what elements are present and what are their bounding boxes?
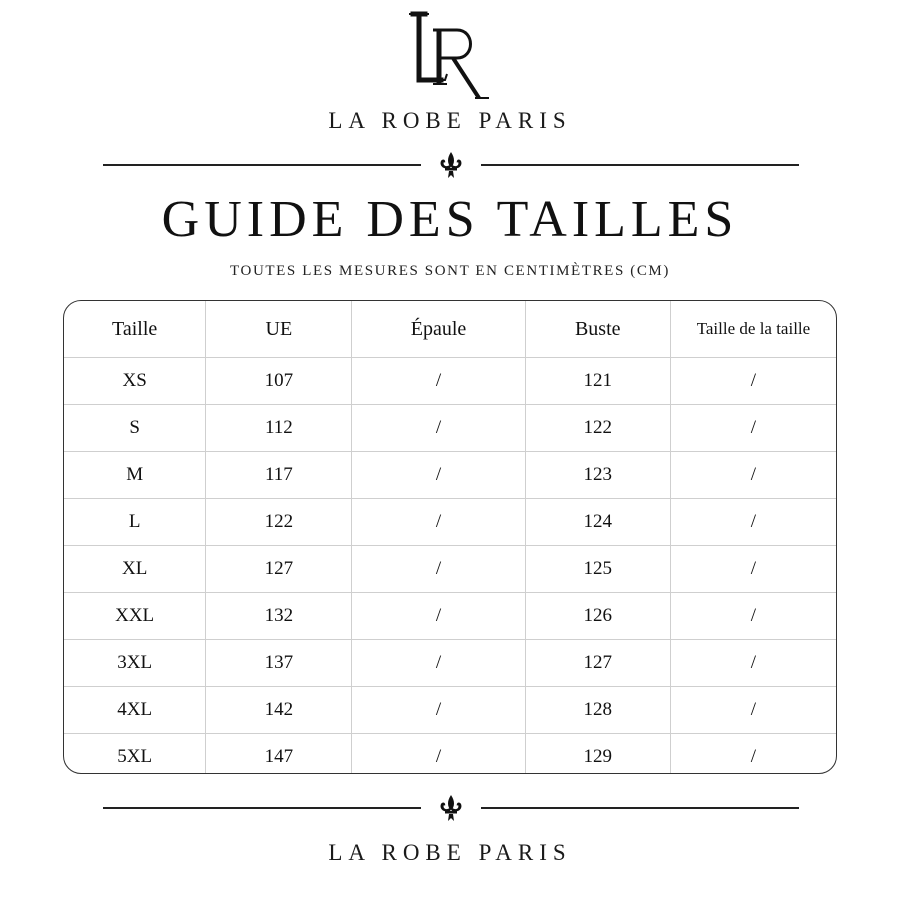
table-cell-size: S <box>64 405 206 452</box>
table-cell-waist: / <box>670 687 836 734</box>
column-header-epaule: Épaule <box>352 301 525 358</box>
table-cell-waist: / <box>670 640 836 687</box>
ornament-divider-top <box>103 150 799 180</box>
table-cell-ue: 122 <box>206 499 352 546</box>
table-row <box>64 546 836 593</box>
table-cell-ue: 147 <box>206 734 352 775</box>
table-header-row <box>64 301 836 358</box>
table-cell-shoulder: / <box>352 499 525 546</box>
table-cell-ue: 132 <box>206 593 352 640</box>
table-cell-size: XS <box>64 358 206 405</box>
table-cell-waist: / <box>670 405 836 452</box>
table-cell-ue: 107 <box>206 358 352 405</box>
divider-line <box>481 164 799 166</box>
table-cell-shoulder: / <box>352 687 525 734</box>
brand-logo <box>0 6 900 102</box>
table-cell-size: XL <box>64 546 206 593</box>
table-cell-shoulder: / <box>352 358 525 405</box>
table-cell-size: 4XL <box>64 687 206 734</box>
divider-line <box>481 807 799 809</box>
brand-name-bottom: LA ROBE PARIS <box>328 840 572 865</box>
table-row <box>64 405 836 452</box>
size-table <box>64 301 836 774</box>
page-subtitle: TOUTES LES MESURES SONT EN CENTIMÈTRES (CM) <box>230 263 670 279</box>
table-cell-bust: 128 <box>525 687 670 734</box>
table-cell-waist: / <box>670 358 836 405</box>
fleur-de-lis-icon <box>436 150 466 180</box>
column-header-ue: UE <box>206 301 352 358</box>
divider-line <box>103 164 421 166</box>
table-row <box>64 358 836 405</box>
size-guide-table <box>63 300 837 774</box>
table-cell-shoulder: / <box>352 405 525 452</box>
table-row <box>64 687 836 734</box>
table-cell-size: L <box>64 499 206 546</box>
table-cell-bust: 126 <box>525 593 670 640</box>
table-row <box>64 734 836 775</box>
table-cell-ue: 142 <box>206 687 352 734</box>
page-title: GUIDE DES TAILLES <box>161 191 739 248</box>
table-cell-bust: 124 <box>525 499 670 546</box>
table-cell-bust: 122 <box>525 405 670 452</box>
table-row <box>64 452 836 499</box>
table-cell-shoulder: / <box>352 452 525 499</box>
brand-name-top: LA ROBE PARIS <box>328 108 572 133</box>
table-cell-waist: / <box>670 593 836 640</box>
fleur-de-lis-icon <box>436 793 466 823</box>
table-cell-ue: 137 <box>206 640 352 687</box>
table-cell-waist: / <box>670 499 836 546</box>
table-cell-size: M <box>64 452 206 499</box>
table-cell-size: 3XL <box>64 640 206 687</box>
table-row <box>64 640 836 687</box>
table-cell-bust: 121 <box>525 358 670 405</box>
table-cell-bust: 127 <box>525 640 670 687</box>
table-cell-bust: 123 <box>525 452 670 499</box>
table-cell-shoulder: / <box>352 546 525 593</box>
column-header-taille: Taille <box>64 301 206 358</box>
column-header-buste: Buste <box>525 301 670 358</box>
table-cell-shoulder: / <box>352 593 525 640</box>
column-header-tour-de-taille: Taille de la taille <box>670 301 836 358</box>
table-cell-bust: 125 <box>525 546 670 593</box>
table-cell-waist: / <box>670 734 836 775</box>
table-row <box>64 593 836 640</box>
table-cell-size: XXL <box>64 593 206 640</box>
table-cell-ue: 112 <box>206 405 352 452</box>
table-cell-waist: / <box>670 452 836 499</box>
table-cell-bust: 129 <box>525 734 670 775</box>
lr-monogram-logo <box>395 6 505 102</box>
table-cell-ue: 127 <box>206 546 352 593</box>
table-cell-shoulder: / <box>352 640 525 687</box>
table-row <box>64 499 836 546</box>
table-cell-size: 5XL <box>64 734 206 775</box>
table-cell-waist: / <box>670 546 836 593</box>
table-cell-ue: 117 <box>206 452 352 499</box>
divider-line <box>103 807 421 809</box>
table-cell-shoulder: / <box>352 734 525 775</box>
ornament-divider-bottom <box>103 793 799 823</box>
